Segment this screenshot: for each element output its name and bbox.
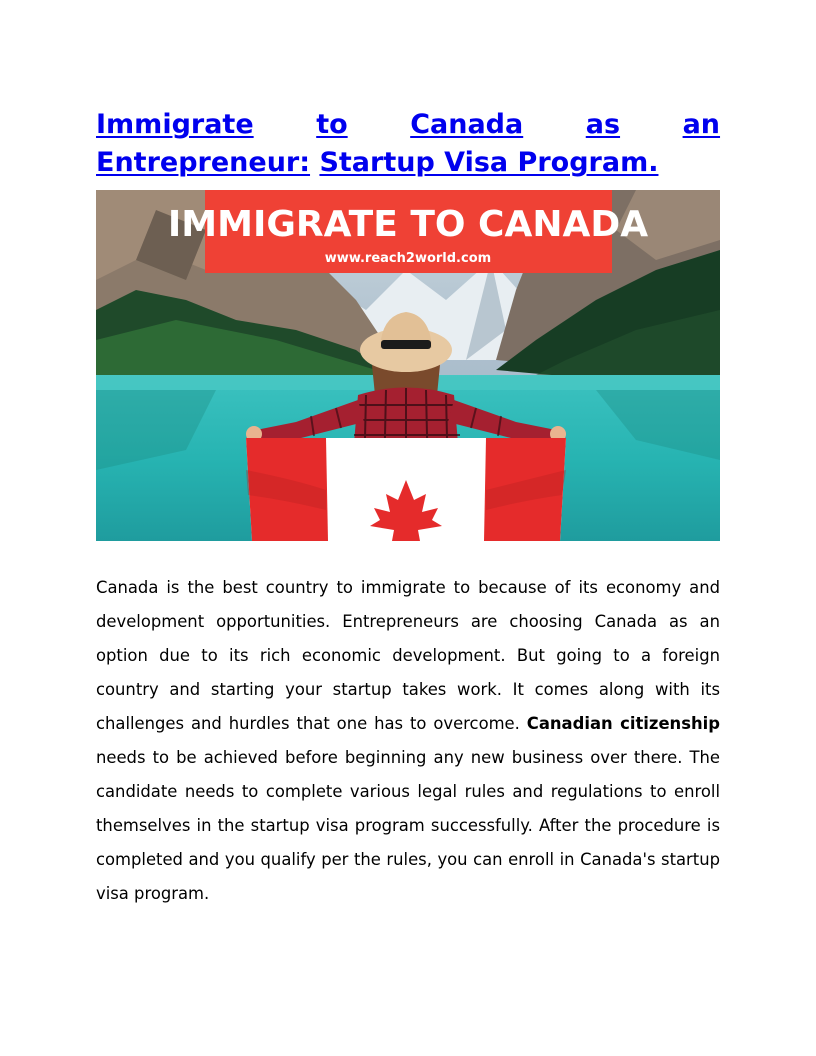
canadian-citizenship-bold: Canadian citizenship [526,714,721,733]
body-paragraph [96,571,720,911]
hero-image [96,190,720,541]
body-text-part2: needs to be achieved before beginning any new business over there. The candidate needs to complete various legal rules and regulations to enroll themselves in the startup visa program successfully. After the procedure is completed and you qualify per the rules, you can enroll in Canada's startup visa program. [96,748,720,903]
title-link-an[interactable]: an [682,109,721,140]
title-link-canada[interactable]: Canada [410,109,524,140]
canada-flag [246,438,566,541]
title-link-immigrate[interactable]: Immigrate [96,109,254,140]
page-title [96,106,720,182]
title-link-to[interactable]: to [316,109,348,140]
banner-title: IMMIGRATE TO CANADA [167,204,649,245]
body-text-part1: Canada is the best country to immigrate to because of its economy and development opportunities. Entrepreneurs are choosing Canada as an option due to its rich economic development. But going to a foreign country and starting your startup takes work. It comes along with its challenges and hurdles that one has to overcome. [96,578,720,733]
title-link-startup-visa-program[interactable]: Startup Visa Program. [319,147,659,178]
title-link-entrepreneur[interactable]: Entrepreneur: [96,147,311,178]
banner-url: www.reach2world.com [324,251,492,266]
title-link-as[interactable]: as [585,109,621,140]
